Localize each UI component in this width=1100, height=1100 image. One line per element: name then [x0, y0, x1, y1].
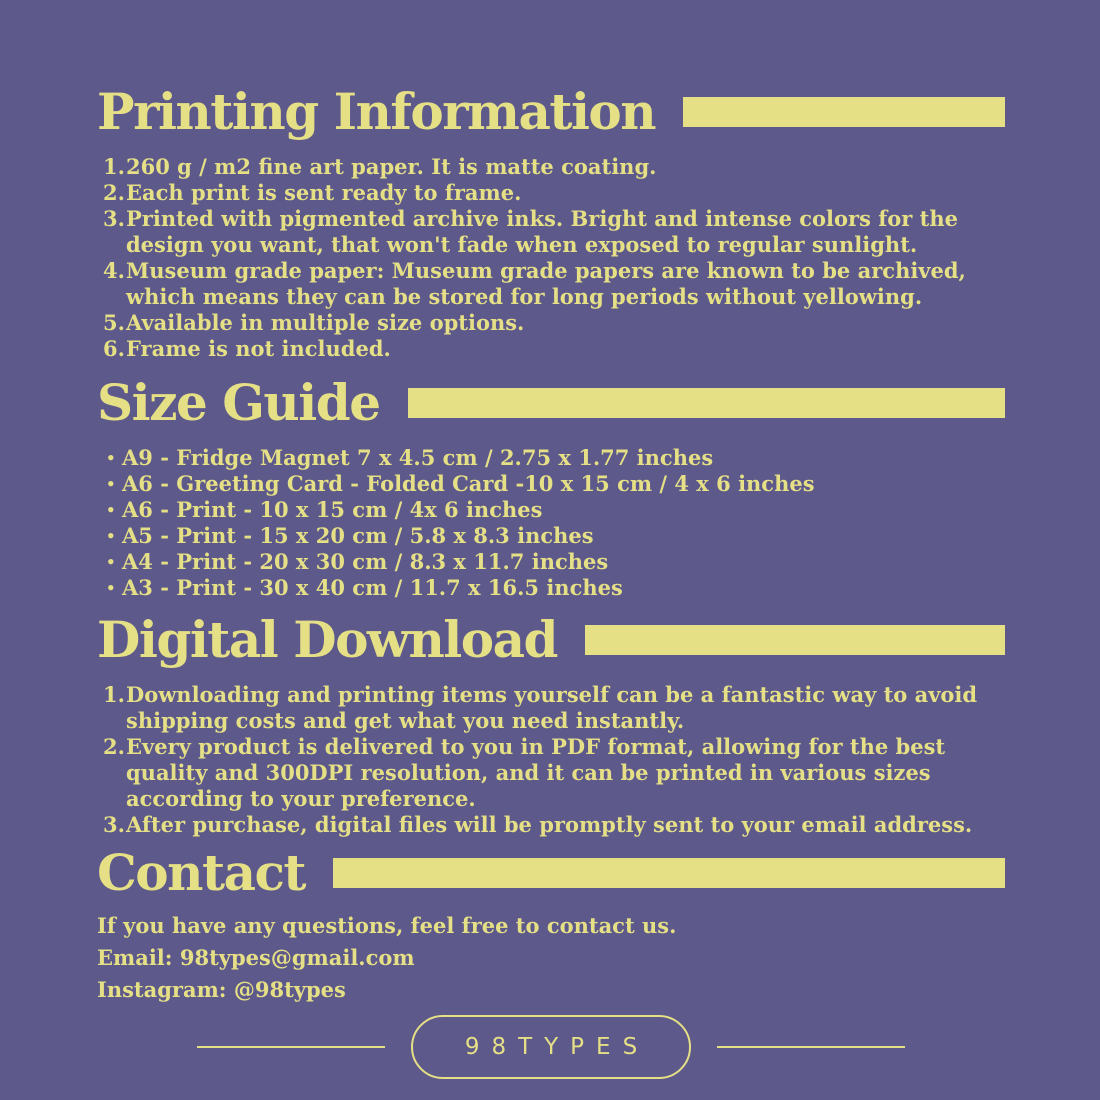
printing-information-title-bar	[683, 97, 1005, 127]
section-contact	[97, 843, 1005, 1003]
digital-download-list	[97, 682, 1005, 838]
brand-badge	[411, 1015, 691, 1079]
item-text: After purchase, digital files will be promptly sent to your email address.	[126, 812, 973, 837]
contact-title: Contact	[97, 843, 306, 902]
size-guide-title-bar	[408, 388, 1005, 418]
section-size-guide	[97, 373, 1005, 601]
contact-instagram: Instagram: @98types	[97, 977, 346, 1002]
bullet-icon: •	[106, 475, 116, 493]
bullet-icon: •	[106, 501, 116, 519]
item-marker: 2.	[103, 734, 125, 759]
footer-rule-right	[717, 1046, 905, 1048]
size-guide-header	[97, 373, 1005, 432]
bullet-icon: •	[106, 527, 116, 545]
list-item	[103, 734, 1005, 812]
list-item	[103, 258, 1005, 310]
list-item	[106, 549, 1005, 575]
item-marker: 1.	[103, 154, 125, 179]
item-marker: 2.	[103, 180, 125, 205]
list-item	[103, 310, 1005, 336]
list-item	[106, 497, 1005, 523]
size-guide-list	[97, 445, 1005, 601]
item-text: A9 - Fridge Magnet 7 x 4.5 cm / 2.75 x 1.77 inches	[122, 445, 714, 470]
contact-lines	[97, 913, 1005, 1003]
item-marker: 3.	[103, 812, 125, 837]
brand-name: 98TYPES	[464, 1034, 650, 1060]
list-item	[103, 682, 1005, 734]
printing-information-title: Printing Information	[97, 82, 656, 141]
printing-information-list	[97, 154, 1005, 362]
item-text: A6 - Print - 10 x 15 cm / 4x 6 inches	[122, 497, 543, 522]
contact-title-bar	[333, 858, 1005, 888]
bullet-icon: •	[106, 579, 116, 597]
bullet-icon: •	[106, 553, 116, 571]
item-text: Available in multiple size options.	[126, 310, 525, 335]
list-item	[103, 154, 1005, 180]
list-item	[106, 575, 1005, 601]
size-guide-title: Size Guide	[97, 373, 380, 432]
digital-download-header	[97, 610, 1005, 669]
bullet-icon: •	[106, 449, 116, 467]
contact-email: Email: 98types@gmail.com	[97, 945, 415, 970]
list-item	[103, 812, 1005, 838]
list-item	[103, 180, 1005, 206]
item-marker: 6.	[103, 336, 125, 361]
contact-header	[97, 843, 1005, 902]
item-marker: 1.	[103, 682, 125, 707]
digital-download-title: Digital Download	[97, 610, 558, 669]
item-text: 260 g / m2 fine art paper. It is matte coating.	[126, 154, 657, 179]
contact-note: If you have any questions, feel free to contact us.	[97, 913, 677, 938]
footer	[97, 1015, 1005, 1079]
item-text: Printed with pigmented archive inks. Bright and intense colors for the design you want, that won't fade when exposed to regular sunlight.	[126, 206, 958, 257]
list-item	[106, 523, 1005, 549]
list-item	[103, 206, 1005, 258]
item-marker: 5.	[103, 310, 125, 335]
item-text: A6 - Greeting Card - Folded Card -10 x 15 cm / 4 x 6 inches	[122, 471, 815, 496]
list-item	[103, 336, 1005, 362]
section-digital-download	[97, 610, 1005, 838]
item-text: Downloading and printing items yourself can be a fantastic way to avoid shipping costs and get what you need instantly.	[126, 682, 978, 733]
item-marker: 4.	[103, 258, 125, 283]
item-text: A3 - Print - 30 x 40 cm / 11.7 x 16.5 inches	[122, 575, 623, 600]
item-text: A4 - Print - 20 x 30 cm / 8.3 x 11.7 inches	[122, 549, 609, 574]
digital-download-title-bar	[585, 625, 1005, 655]
item-marker: 3.	[103, 206, 125, 231]
printing-information-header	[97, 82, 1005, 141]
item-text: Museum grade paper: Museum grade papers are known to be archived, which means they can be stored for long periods without yellowing.	[126, 258, 966, 309]
footer-rule-left	[197, 1046, 385, 1048]
item-text: A5 - Print - 15 x 20 cm / 5.8 x 8.3 inches	[122, 523, 594, 548]
list-item	[106, 471, 1005, 497]
item-text: Each print is sent ready to frame.	[126, 180, 522, 205]
item-text: Frame is not included.	[126, 336, 391, 361]
section-printing-information	[97, 82, 1005, 362]
list-item	[106, 445, 1005, 471]
item-text: Every product is delivered to you in PDF format, allowing for the best quality and 300DPI resolution, and it can be printed in various sizes according to your preference.	[126, 734, 946, 811]
